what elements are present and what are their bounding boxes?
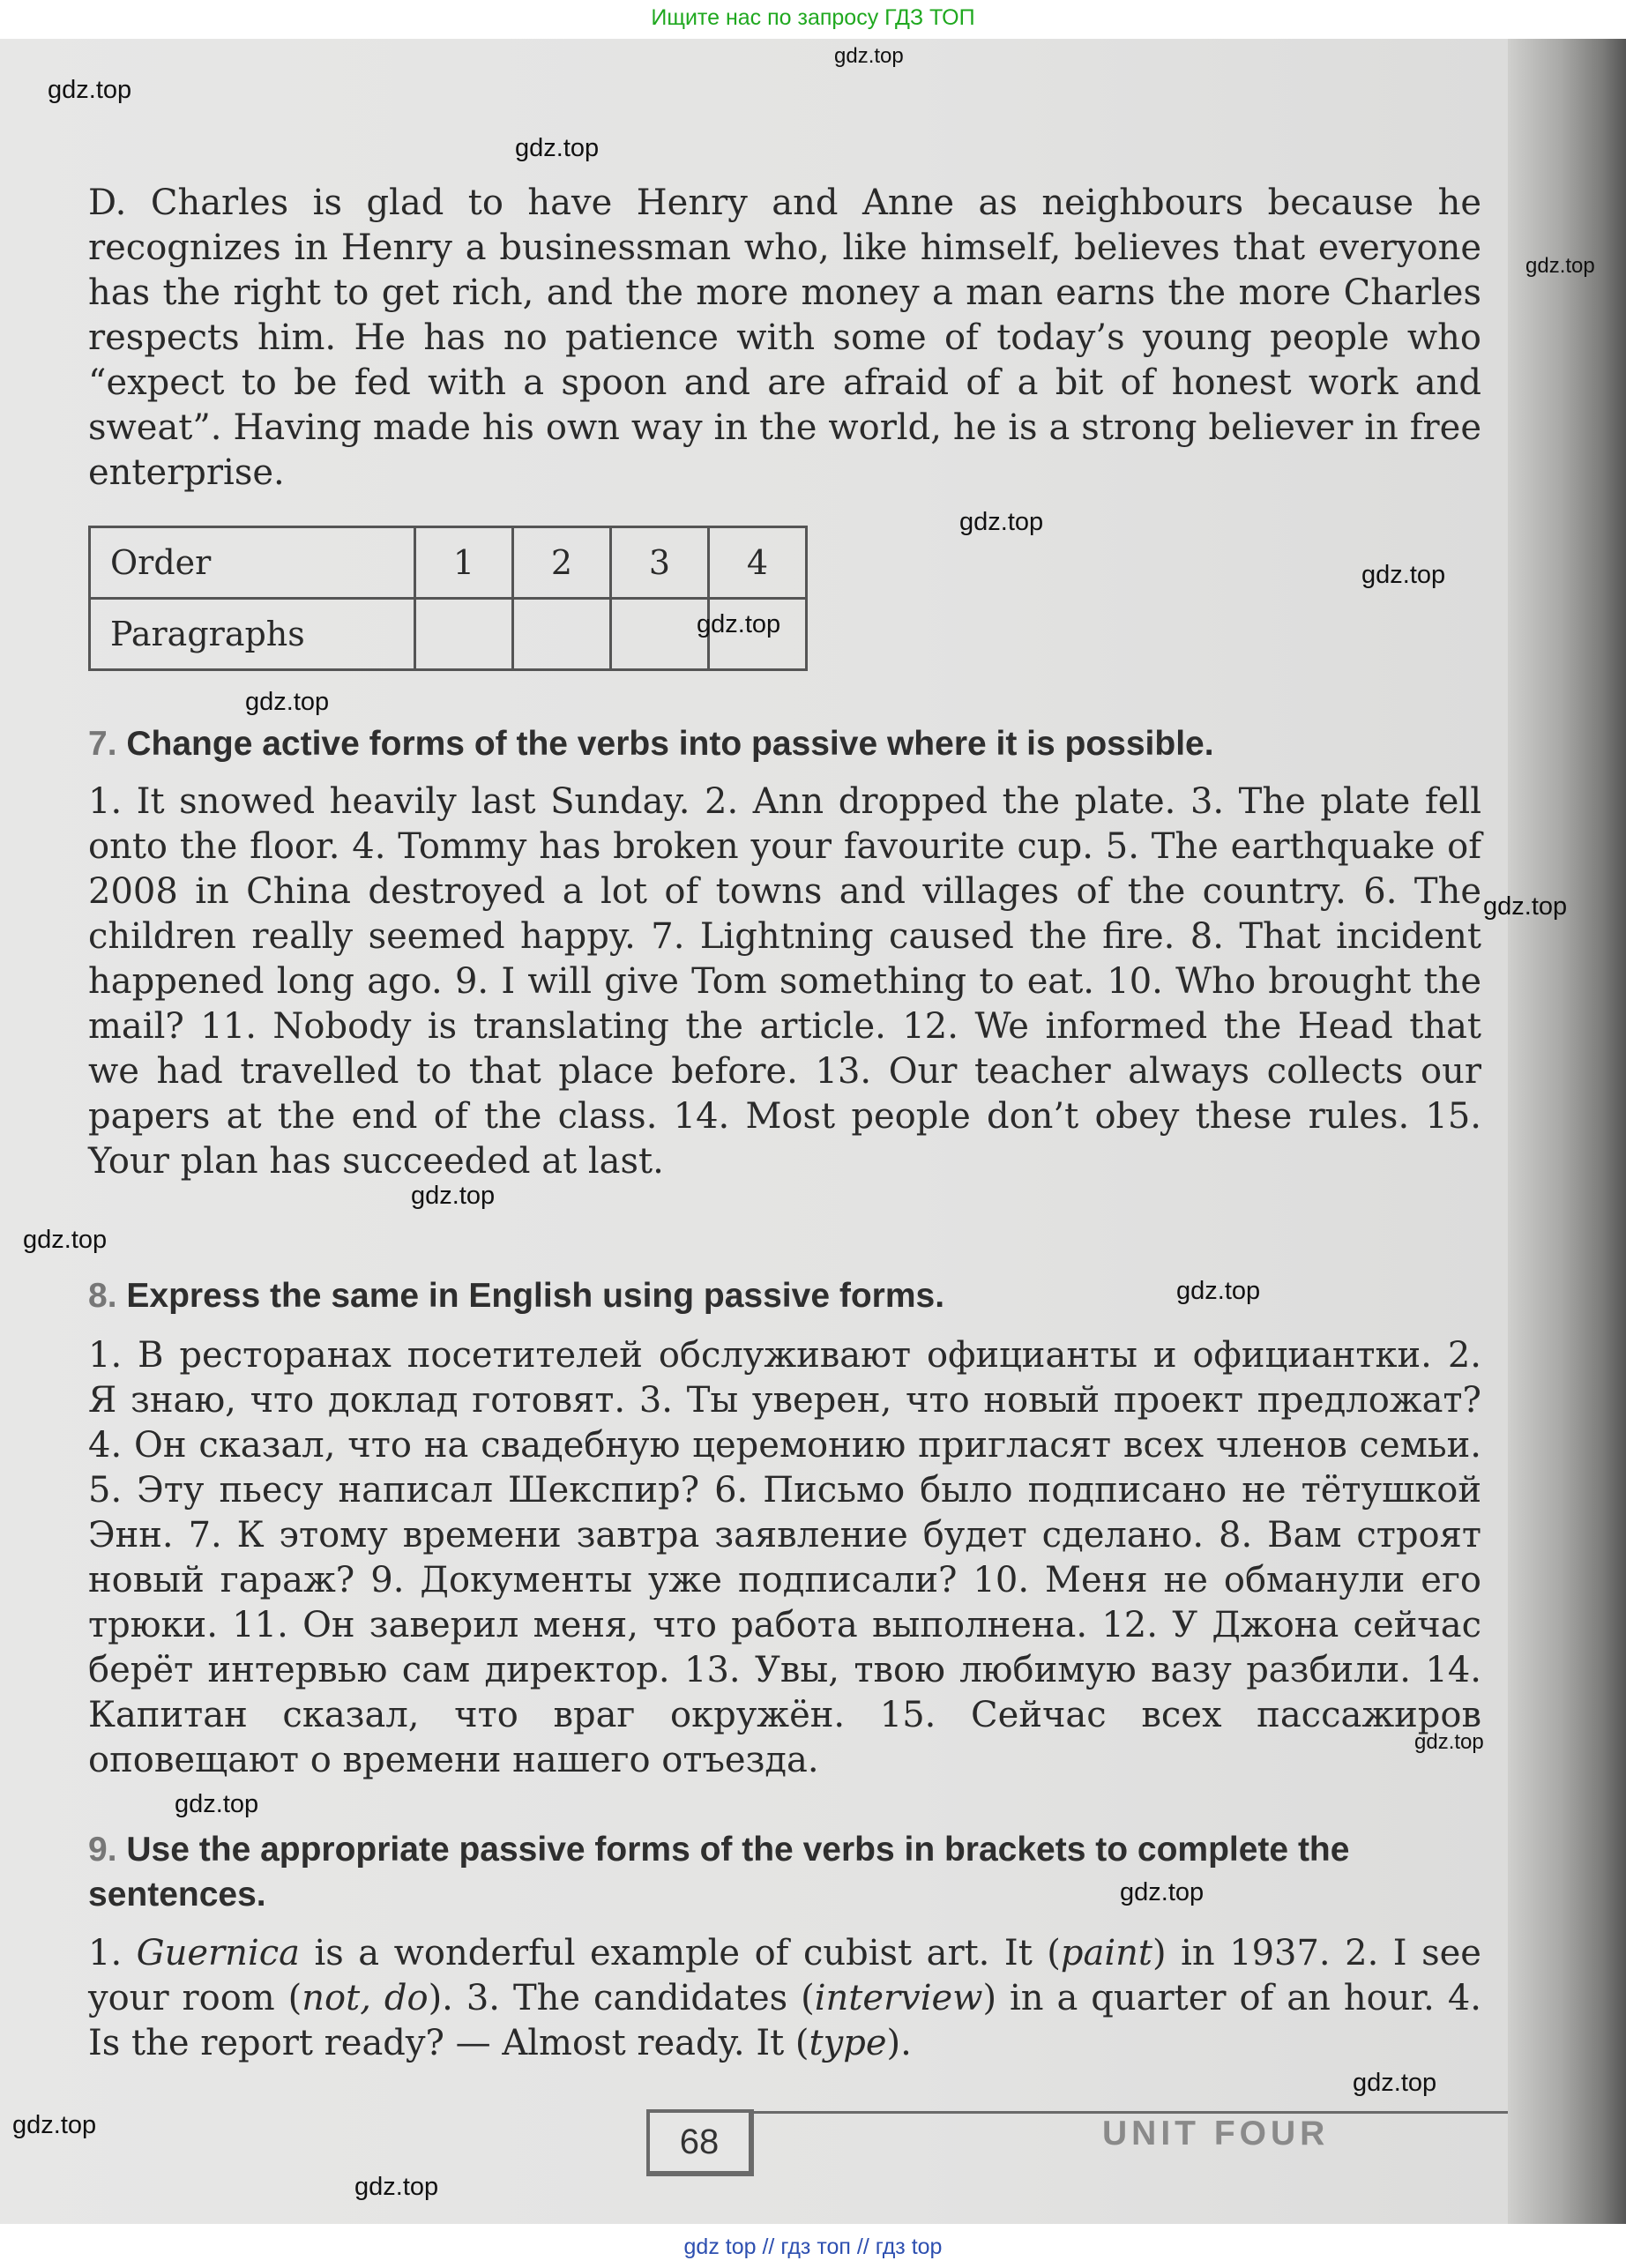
- exercise-8-title: Express the same in English using passive forms.: [126, 1277, 945, 1315]
- answer-cell-3: [611, 599, 709, 670]
- watermark: gdz.top: [1361, 561, 1446, 589]
- watermark: gdz.top: [1353, 2069, 1437, 2097]
- watermark: gdz.top: [411, 1182, 496, 1210]
- verb-paint: paint: [1060, 1933, 1152, 1973]
- verb-interview: interview: [814, 1978, 983, 2018]
- watermark: gdz.top: [1176, 1277, 1261, 1305]
- watermark: gdz.top: [12, 2111, 97, 2139]
- unit-label: UNIT FOUR: [1102, 2115, 1330, 2152]
- exercise-9-text: 1. Guernica is a wonderful example of cubist art. It (paint) in 1937. 2. I see your room (not, do). 3. The candidates (interview) in a quarter of an hour. 4. Is the report ready? — Almost ready. It (type).: [88, 1933, 1481, 2063]
- watermark: gdz.top: [697, 610, 781, 638]
- exercise-8-heading: [88, 1273, 1481, 1318]
- col-4: 4: [709, 527, 807, 599]
- answer-cell-2: [513, 599, 611, 670]
- watermark: gdz.top: [1483, 892, 1568, 921]
- verb-type: type: [809, 2023, 887, 2063]
- watermark: gdz.top: [48, 76, 132, 104]
- table-row: [90, 527, 807, 599]
- exercise-9-heading: [88, 1827, 1481, 1917]
- exercise-9-title: Use the appropriate passive forms of the verbs in brackets to complete the sentences.: [88, 1831, 1350, 1914]
- footer-links[interactable]: gdz top // гдз топ // гдз top: [683, 2234, 943, 2259]
- col-1: 1: [415, 527, 513, 599]
- book-spine: [1508, 39, 1626, 2224]
- exercise-7-heading: [88, 721, 1481, 766]
- watermark: gdz.top: [1414, 1730, 1484, 1754]
- watermark: gdz.top: [354, 2173, 439, 2201]
- watermark: gdz.top: [245, 688, 330, 716]
- watermark: gdz.top: [515, 134, 600, 162]
- verb-not-do: not, do: [302, 1978, 429, 2018]
- watermark: gdz.top: [1120, 1878, 1205, 1906]
- top-banner[interactable]: Ищите нас по запросу ГДЗ ТОП: [651, 5, 975, 30]
- watermark: gdz.top: [175, 1790, 259, 1818]
- exercise-8-number: 8.: [88, 1277, 117, 1315]
- exercise-8-text: 1. В ресторанах посетителей обслуживают официанты и официантки. 2. Я знаю, что доклад готовят. 3. Ты уверен, что новый проект предложат? 4. Он сказал, что на свадебную церемонию пригласят всех членов семьи. 5. Эту пьесу написал Шекспир? 6. Письмо было подписано не тётушкой Энн. 7. К этому времени завтра заявление будет сделано. 8. Вам строят новый гараж? 9. Документы уже подписали? 10. Меня не обманули его трюки. 11. Он заверил меня, что работа выполнена. 12. У Джона сейчас берёт интервью сам директор. 13. Увы, твою любимую вазу разбили. 14. Капитан сказал, что враг окружён. 15. Сейчас всех пассажиров оповещают о времени нашего отъезда.: [88, 1335, 1481, 1780]
- exercise-7-number: 7.: [88, 725, 117, 763]
- order-table: [88, 526, 808, 671]
- exercise-7-title: Change active forms of the verbs into passive where it is possible.: [126, 725, 1214, 763]
- answer-cell-1: [415, 599, 513, 670]
- page-number: 68: [646, 2109, 754, 2176]
- col-2: 2: [513, 527, 611, 599]
- watermark: gdz.top: [959, 508, 1044, 536]
- guernica-title: Guernica: [136, 1933, 300, 1973]
- col-3: 3: [611, 527, 709, 599]
- page-footer-line: [754, 2111, 1508, 2114]
- order-label: Order: [90, 527, 415, 599]
- paragraph-d: D. Charles is glad to have Henry and Anne as neighbours because he recognizes in Henry a businessman who, like himself, believes that everyone has the right to get rich, and the more money a man earns the more Charles respects him. He has no patience with some of today’s young people who “expect to be fed with a spoon and are afraid of a bit of honest work and sweat”. Having made his own way in the world, he is a strong believer in free enterprise.: [88, 183, 1481, 493]
- watermark: gdz.top: [1525, 254, 1595, 278]
- watermark: gdz.top: [23, 1226, 108, 1254]
- watermark: gdz.top: [834, 44, 904, 68]
- exercise-9-number: 9.: [88, 1831, 117, 1869]
- exercise-7-text: 1. It snowed heavily last Sunday. 2. Ann dropped the plate. 3. The plate fell onto the floor. 4. Tommy has broken your favourite cup. 5. The earthquake of 2008 in China destroyed a lot of towns and villages of the country. 6. The children really seemed happy. 7. Lightning caused the fire. 8. That incident happened long ago. 9. I will give Tom something to eat. 10. Who brought the mail? 11. Nobody is translating the article. 12. We informed the Head that we had travelled to that place before. 13. Our teacher always collects our papers at the end of the class. 14. Most people don’t obey these rules. 15. Your plan has succeeded at last.: [88, 781, 1481, 1182]
- paragraphs-label: Paragraphs: [90, 599, 415, 670]
